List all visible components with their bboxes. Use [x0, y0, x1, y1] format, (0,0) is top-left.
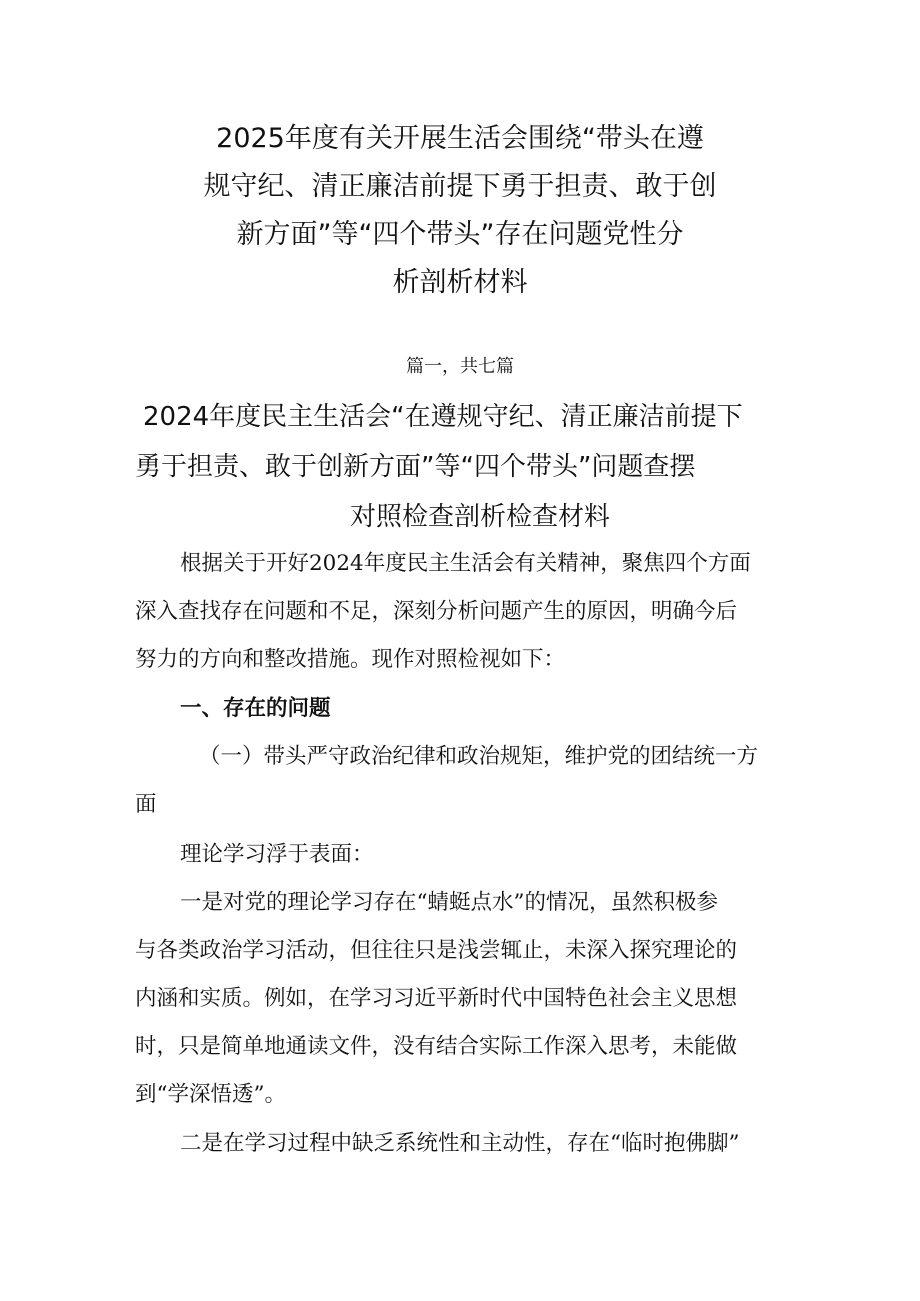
paragraph-line: 时，只是简单地通读文件，没有结合实际工作深入思考，未能做 — [135, 1034, 738, 1059]
main-title-line: 新方面”等“四个带头”存在问题党性分 — [236, 219, 684, 250]
paragraph-line: 内涵和实质。例如，在学习习近平新时代中国特色社会主义思想 — [135, 986, 738, 1011]
paragraph-line: 一是对党的理论学习存在“蜻蜓点水”的情况，虽然积极参 — [180, 890, 718, 915]
intro-paragraph — [135, 540, 795, 684]
intro-line: 深入查找存在问题和不足，深刻分析问题产生的原因，明确今后 — [135, 599, 738, 624]
paragraph-line: 到“学深悟透”。 — [135, 1082, 286, 1107]
main-title — [150, 115, 770, 307]
part-label: 篇一，共七篇 — [406, 356, 514, 377]
subsection-heading — [135, 733, 795, 829]
subsection-line: 面 — [135, 792, 157, 817]
paragraph-line: 与各类政治学习活动，但往往只是浅尝辄止，未深入探究理论的 — [135, 938, 738, 963]
intro-line: 根据关于开好2024年度民主生活会有关精神，聚焦四个方面 — [180, 551, 751, 576]
main-title-line: 析剖析材料 — [392, 267, 528, 298]
point-heading-text: 理论学习浮于表面： — [180, 842, 374, 867]
main-title-line: 规守纪、清正廉洁前提下勇于担责、敢于创 — [203, 171, 717, 202]
sub-title-line: 勇于担责、敢于创新方面”等“四个带头”问题查摆 — [135, 452, 696, 482]
subsection-line: （一）带头严守政治纪律和政治规矩，维护党的团结统一方 — [199, 744, 759, 769]
paragraph-2 — [135, 1120, 795, 1168]
main-title-line: 2025年度有关开展生活会围绕“带头在遵 — [216, 123, 704, 154]
section-heading-text: 一、存在的问题 — [180, 696, 331, 721]
sub-title-line: 2024年度民主生活会“在遵规守纪、清正廉洁前提下 — [143, 402, 743, 432]
point-heading — [135, 831, 795, 879]
sub-title-line: 对照检查剖析检查材料 — [349, 502, 610, 532]
sub-title — [100, 392, 820, 542]
intro-line: 努力的方向和整改措施。现作对照检视如下： — [135, 647, 566, 672]
paragraph-line: 二是在学习过程中缺乏系统性和主动性，存在“临时抱佛脚” — [180, 1131, 740, 1156]
paragraph-1 — [135, 879, 795, 1119]
section-heading — [135, 685, 795, 733]
